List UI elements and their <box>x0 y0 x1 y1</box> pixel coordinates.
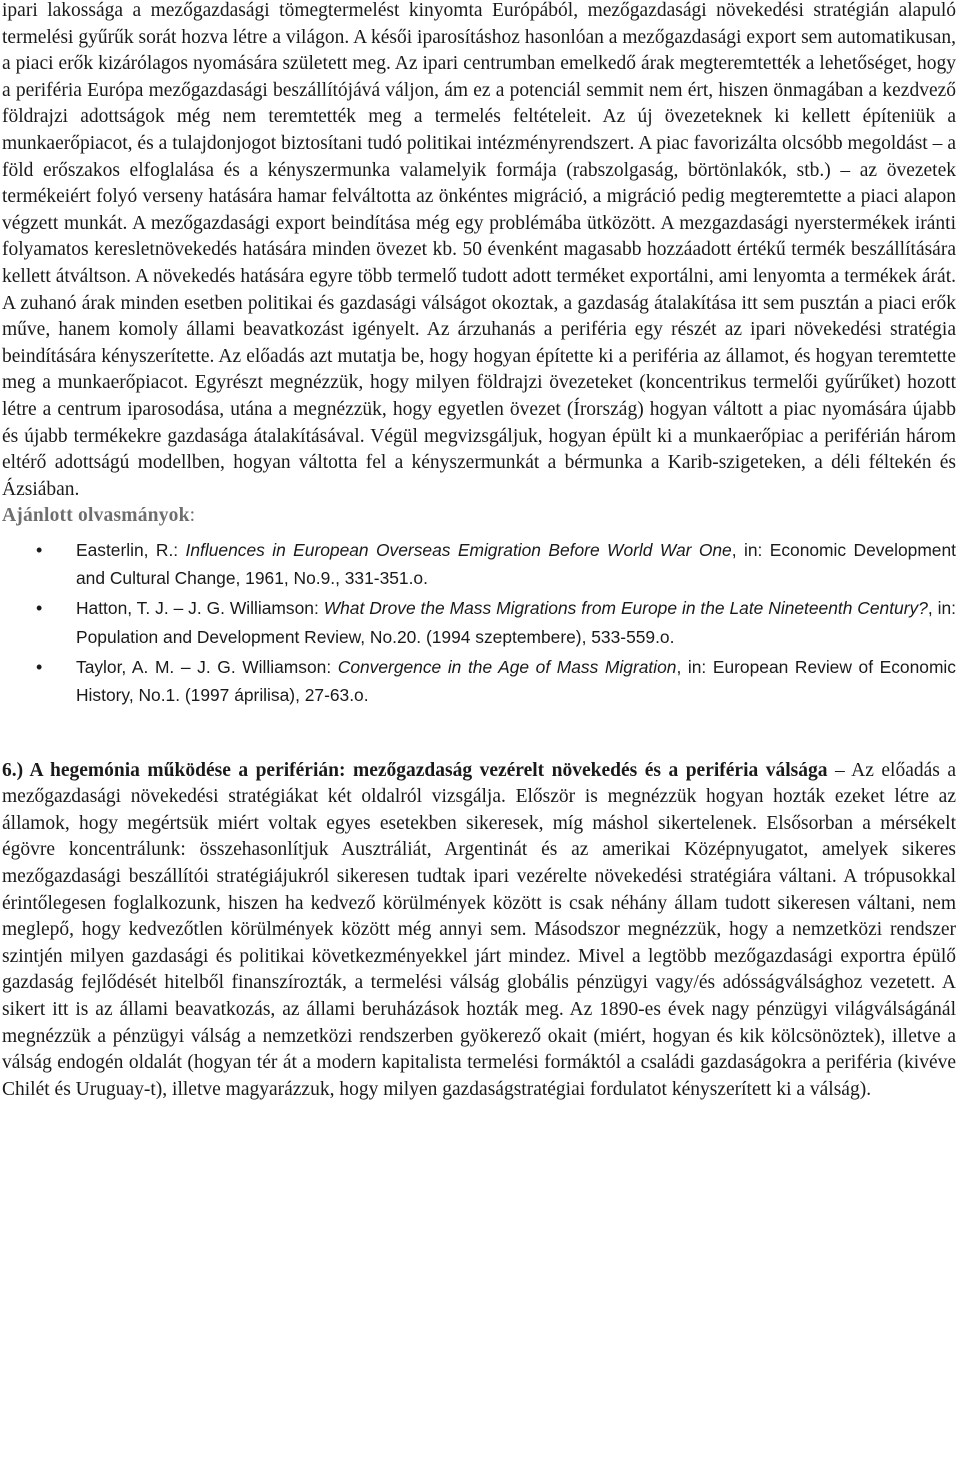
reference-source: , in: European Review of Economic History, No.1. (1997 áprilisa), 27-63.o. <box>76 657 956 706</box>
reference-authors: Easterlin, R.: <box>76 539 186 560</box>
reading-list-heading-colon: : <box>189 505 196 527</box>
reading-list <box>2 536 956 710</box>
reference-title: Convergence in the Age of Mass Migration <box>337 657 677 678</box>
reading-list-heading <box>2 503 956 530</box>
section-6-heading: 6.) A hegemónia működése a periférián: mezőgazdaság vezérelt növekedés és a periféria válsága <box>2 759 828 781</box>
bullet-icon: • <box>36 598 43 619</box>
intro-paragraph: ipari lakossága a mezőgazdasági tömegtermelést kinyomta Európából, mezőgazdasági növekedési stratégián alapuló termelési gyűrűk sorát hozva létre a világon. A késői iparosításhoz hasonlóan a mezőgazdasági export sem automatikusan, a piaci erők kizárólagos nyomására született meg. Az ipari centrumban emelkedő árak megteremtették a lehetőséget, hogy a periféria Európa mezőgazdasági beszállítójává váljon, ám ez a potenciál semmit nem ért, hiszen önmagában a kezdvező földrajzi adottságok még nem teremtették meg a termelés feltételeit. Az új övezeteknek ki kellett építeniük a munkaerőpiacot, és a tulajdonjogot biztosítani tudó politikai intézményrendszert. A piac favorizálta olcsóbb megoldást – a föld erőszakos elfoglalása és a kényszermunka valamelyik formája (rabszolgaság, börtönlakók, stb.) – az övezetek termékeiért folyó verseny hatására hamar felváltotta az önkéntes migráció, a migráció pedig megteremtette a piaci alapon végzett munkát. A mezőgazdasági export beindítása még egy problémába ütközött. A mezgazdasági nyerstermékek iránti folyamatos keresletnövekedés hatására minden övezet kb. 50 évenként magasabb hozzáadott értékű termék beszállítására kellett átváltson. A növekedés hatására egyre több termelő tudott adott terméket exportálni, ami lenyomta a termékek árát. A zuhanó árak minden esetben politikai és gazdasági válságot okoztak, a gazdaság átalakítása itt sem pusztán a piaci erők műve, hanem komoly állami beavatkozást igényelt. Az árzuhanás a periféria egy részét az ipari növekedési stratégia beindítására kényszerítette. Az előadás azt mutatja be, hogy hogyan építette ki a periféria az államot, és hogyan teremtette meg a munkaerőpiacot. Egyrészt megnézzük, hogy milyen földrajzi övezeteket (koncentrikus termelői gyűrűket) hozott létre a centrum iparosodása, utána a megnézzük, hogy egyetlen övezet (Írország) hogyan váltott a piac nyomására újabb és újabb termékekre gazdasága átalakításával. Végül megvizsgáljuk, hogyan épült ki a munkaerőpiac a periférián három eltérő adottságú modellben, hogyan váltotta fel a kényszermunkát a bérmunka a Karib-szigeteken, a déli féltekén és Ázsiában. <box>2 0 956 500</box>
reference-item <box>2 594 956 651</box>
reference-source: , in: Economic Development and Cultural Change, 1961, No.9., 331-351.o. <box>76 539 956 589</box>
section-6-body: – Az előadás a mezőgazdasági növekedési stratégiákat két oldalról vizsgálja. Először is megnézzük hogyan hozták ezeket létre az államok, hogy megértsük miért voltak egyes esetekben sikeresek, míg máshol sikertelenek. Elsősorban a mérsékelt égövre koncentrálunk: összehasonlítjuk Ausztráliát, Argentinát és az amerikai Középnyugatot, amelyek sikeres mezőgazdasági beszállítói stratégiájukról sikeresen tudtak ipari vezérelte növekedési stratégiára váltani. A trópusokkal érintőlegesen foglalkozunk, hiszen ha kedvező körülmények között is csak néhány állam tudott sikeresen váltani, nem meglepő, hogy kedvezőtlen körülmények között még annyi sem. Másodszor megnézzük, hogy a nemzetközi rendszer szintjén milyen gazdasági és politikai következményekkel járt mindez. Mivel a legtöbb mezőgazdasági exportra épülő gazdaság fejlődését hitelből finanszírozták, a termelési válság globális pénzügyi vagy/és adósságválsághoz vezetett. A sikert itt is az állami beavatkozás, az állami beruházások hozták meg. Az 1890-es évek nagy pénzügyi világválságánál megnézzük a pénzügyi válság a nemzetközi rendszerben gyökerező okait (miért, hogyan és kik kölcsönöztek), illetve a válság endogén oldalát (hogyan tér át a modern kapitalista termelési formáktól a családi gazdaságokra a periféria (kivéve Chilét és Uruguay-t), illetve magyarázzuk, hogy milyen gazdaságstratégiai fordulatot kényszerített ki a válság). <box>2 759 956 1100</box>
reference-source: , in: Population and Development Review, No.20. (1994 szeptembere), 533-559.o. <box>76 598 956 647</box>
reading-list-heading-text: Ajánlott olvasmányok <box>2 505 190 527</box>
reference-authors: Hatton, T. J. – J. G. Williamson: <box>76 598 324 619</box>
section-6-paragraph <box>2 758 956 1104</box>
reference-authors: Taylor, A. M. – J. G. Williamson: <box>76 657 338 678</box>
reference-title: Influences in European Overseas Emigration Before World War One <box>185 539 732 560</box>
bullet-icon: • <box>36 657 43 678</box>
reference-item <box>2 653 956 710</box>
reference-item <box>2 536 956 593</box>
reference-title: What Drove the Mass Migrations from Europe in the Late Nineteenth Century? <box>323 598 928 619</box>
bullet-icon: • <box>36 539 43 560</box>
